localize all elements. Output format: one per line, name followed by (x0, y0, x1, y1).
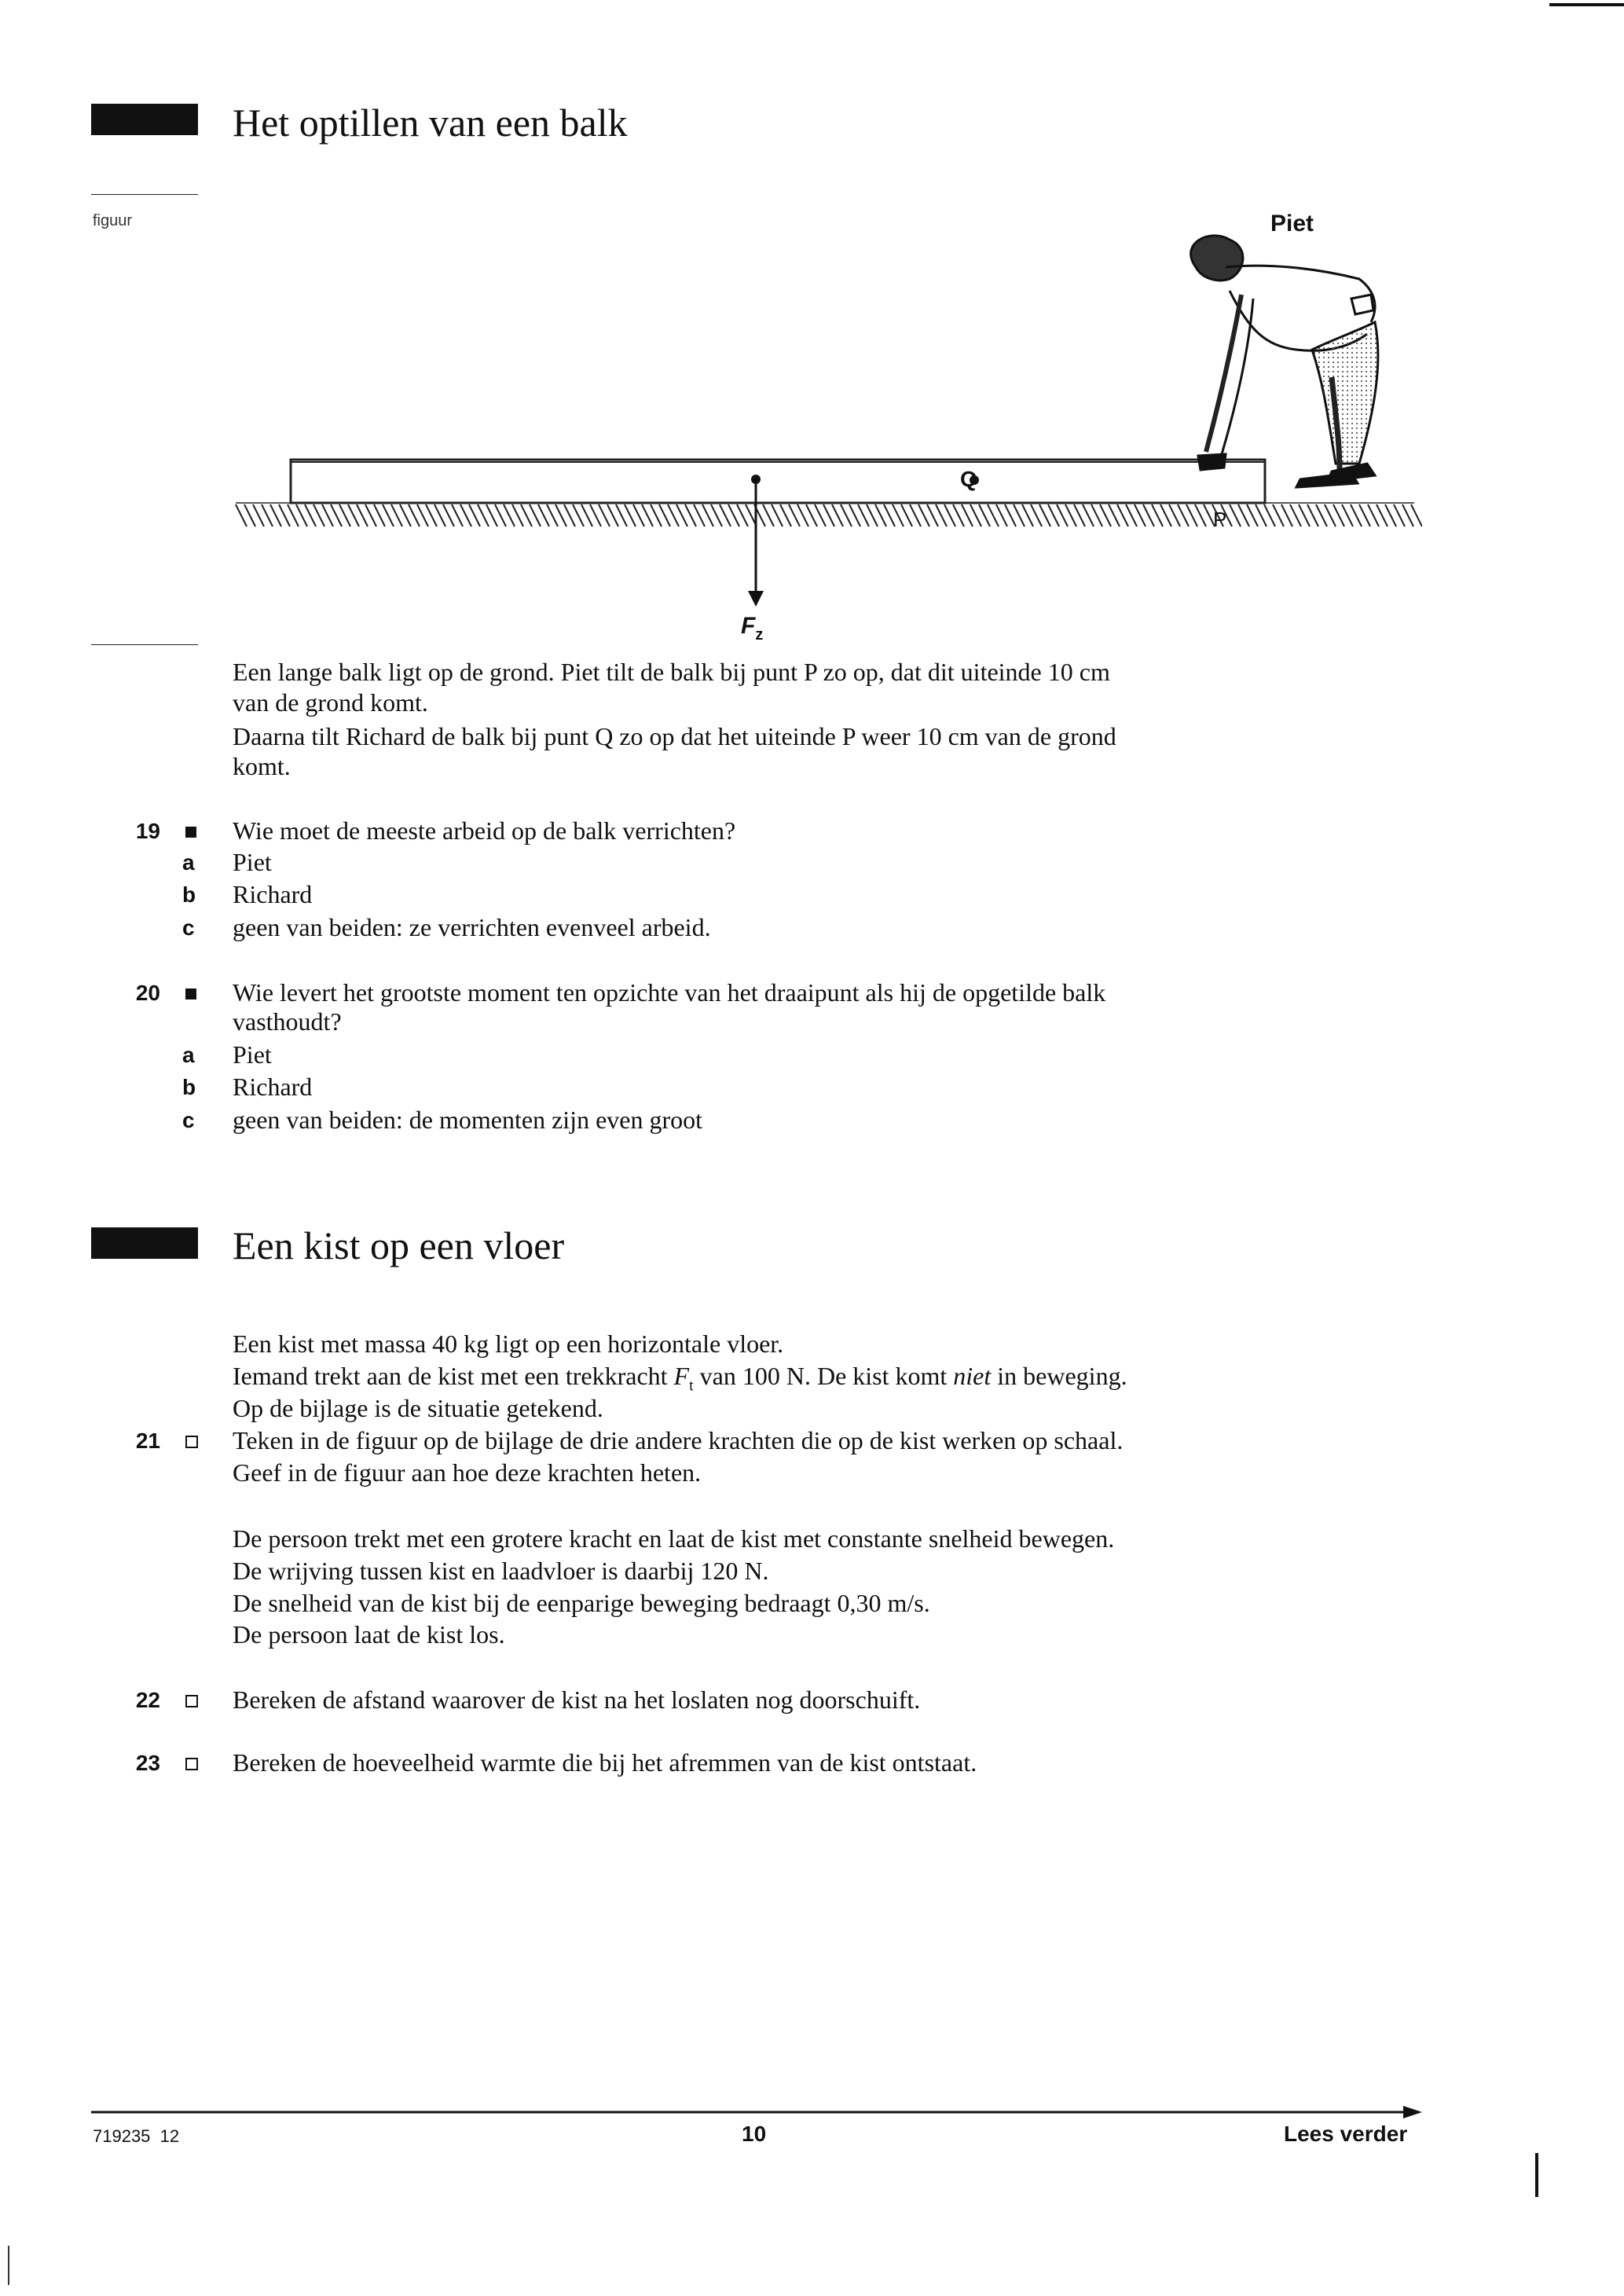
hatch-line (504, 504, 515, 526)
hatch-line (1281, 504, 1292, 526)
q20-option-a-letter: a (182, 1043, 195, 1067)
hatch-line (996, 504, 1007, 526)
hatch-line (953, 504, 964, 526)
hatch-line (555, 504, 566, 526)
hatch-line (797, 504, 808, 526)
footer-code: 719235 12 (93, 2126, 180, 2146)
section-title-balk: Het optillen van een balk (233, 101, 628, 145)
margin-mark-left (8, 2246, 9, 2285)
hatch-line (512, 504, 523, 526)
intro-line-4: komt. (233, 752, 291, 780)
corner-mark (1549, 3, 1624, 6)
label-force-fz (741, 613, 763, 644)
label-point-p: P (1213, 508, 1227, 531)
hatch-line (849, 504, 860, 526)
hatch-line (417, 504, 428, 526)
hatch-line (918, 504, 929, 526)
kist-intro-2b: van 100 N. De kist komt (693, 1362, 954, 1390)
kist-intro-2a: Iemand trekt aan de kist met een trekkracht (233, 1362, 674, 1390)
hatch-line (1385, 504, 1396, 526)
figure-label: figuur (93, 212, 133, 229)
hatch-line (530, 504, 541, 526)
hatch-line (322, 504, 333, 526)
hatch-line (1057, 504, 1068, 526)
kist-para2-line-2: De wrijving tussen kist en laadvloer is daarbij 120 N. (233, 1557, 769, 1585)
kist-intro-line-3: Op de bijlage is de situatie getekend. (233, 1394, 603, 1422)
hatch-line (875, 504, 886, 526)
hatch-line (1316, 504, 1327, 526)
question-22-checkbox (185, 1695, 198, 1707)
hatch-line (1022, 504, 1033, 526)
section-marker-bar (91, 104, 198, 135)
kist-para2-line-4: De persoon laat de kist los. (233, 1620, 505, 1649)
hatch-line (1377, 504, 1388, 526)
section-marker-bar-2 (91, 1227, 198, 1259)
person-piet (1191, 236, 1378, 487)
hatch-line (1247, 504, 1258, 526)
hatch-line (1074, 504, 1085, 526)
hatch-line (936, 504, 947, 526)
q19-option-a-text: Piet (233, 848, 272, 876)
label-piet: Piet (1270, 211, 1314, 237)
hatch-line (789, 504, 800, 526)
intro-line-1: Een lange balk ligt op de grond. Piet tilt de balk bij punt P zo op, dat dit uiteinde 10 cm (233, 658, 1110, 686)
question-23-checkbox (185, 1758, 198, 1770)
hatch-line (1014, 504, 1025, 526)
question-19-text: Wie moet de meeste arbeid op de balk verrichten? (233, 816, 736, 845)
question-19-marker (185, 827, 196, 838)
hatch-line (383, 504, 394, 526)
hatch-line (538, 504, 549, 526)
hatch-line (1195, 504, 1206, 526)
hatch-line (478, 504, 489, 526)
hatch-line (339, 504, 350, 526)
hatch-line (659, 504, 670, 526)
q19-option-b-letter: b (182, 882, 196, 907)
kist-para2-line-1: De persoon trekt met een grotere kracht en laat de kist met constante snelheid bewegen. (233, 1524, 1115, 1553)
hatch-line (815, 504, 826, 526)
hatch-line (409, 504, 420, 526)
hatch-line (1307, 504, 1318, 526)
hatch-line (391, 504, 402, 526)
hatch-line (763, 504, 774, 526)
hatch-line (495, 504, 506, 526)
hatch-line (1290, 504, 1301, 526)
beam-figure-svg (228, 204, 1422, 644)
hatch-line (1143, 504, 1154, 526)
hatch-line (1039, 504, 1050, 526)
hatch-line (1100, 504, 1111, 526)
hatch-line (460, 504, 471, 526)
hatch-line (720, 504, 731, 526)
intro-line-2: van de grond komt. (233, 688, 428, 717)
hatch-line (1048, 504, 1059, 526)
hatch-line (547, 504, 558, 526)
hatch-line (1411, 504, 1422, 526)
hatch-line (841, 504, 852, 526)
hatch-line (262, 504, 273, 526)
hatch-line (970, 504, 981, 526)
margin-mark-right (1535, 2153, 1538, 2197)
hatch-line (1160, 504, 1171, 526)
question-23-text: Bereken de hoeveelheid warmte die bij het afremmen van de kist ontstaat. (233, 1748, 977, 1777)
q20-option-b-text: Richard (233, 1073, 313, 1101)
question-22-number: 22 (135, 1688, 160, 1712)
question-20-text-line-2: vasthoudt? (233, 1007, 342, 1036)
beam (291, 460, 1265, 503)
hatch-line (1152, 504, 1163, 526)
hatch-line (1325, 504, 1336, 526)
hatch-line (893, 504, 904, 526)
hatch-line (236, 504, 247, 526)
hatch-line (452, 504, 463, 526)
gravity-arrow-head (748, 591, 764, 607)
hatch-line (728, 504, 739, 526)
hatch-line (1394, 504, 1405, 526)
question-20-number: 20 (135, 981, 160, 1005)
force-subscript: z (755, 626, 764, 644)
pull-force-symbol: F (673, 1362, 690, 1390)
hatch-line (313, 504, 324, 526)
hatch-line (979, 504, 990, 526)
question-21-checkbox (185, 1436, 198, 1448)
q20-option-c-text: geen van beiden: de momenten zijn even groot (233, 1106, 703, 1134)
hatch-line (1117, 504, 1128, 526)
hatch-line (305, 504, 316, 526)
hatch-line (1186, 504, 1197, 526)
hatch-line (806, 504, 817, 526)
hatch-line (1005, 504, 1016, 526)
hatch-line (772, 504, 783, 526)
hatch-line (651, 504, 662, 526)
hatch-line (867, 504, 878, 526)
hatch-line (616, 504, 627, 526)
hatch-line (927, 504, 938, 526)
hatch-line (988, 504, 999, 526)
hatch-line (962, 504, 973, 526)
question-21-line-1: Teken in de figuur op de bijlage de drie andere krachten die op de kist werken op schaal. (233, 1426, 1124, 1454)
hatch-line (1109, 504, 1120, 526)
hatch-line (331, 504, 342, 526)
hatch-line (676, 504, 687, 526)
q19-option-b-text: Richard (233, 880, 313, 908)
hatch-line (1178, 504, 1189, 526)
hatch-line (1065, 504, 1076, 526)
footer-page-number: 10 (742, 2122, 767, 2146)
question-21-number: 21 (135, 1429, 160, 1453)
hatch-line (1091, 504, 1102, 526)
hatch-line (599, 504, 610, 526)
force-symbol: F (741, 613, 756, 639)
hatch-line (858, 504, 869, 526)
hatch-line (823, 504, 834, 526)
hatch-line (1333, 504, 1344, 526)
figure-label-rule-top (91, 194, 198, 195)
hatch-line (702, 504, 713, 526)
hatch-line (625, 504, 636, 526)
hatch-line (400, 504, 411, 526)
hatch-line (581, 504, 592, 526)
intro-line-3: Daarna tilt Richard de balk bij punt Q zo op dat het uiteinde P weer 10 cm van de grond (233, 722, 1116, 750)
hatch-line (426, 504, 437, 526)
hatch-line (1135, 504, 1146, 526)
hatch-line (685, 504, 696, 526)
hatch-line (1083, 504, 1094, 526)
hatch-line (780, 504, 791, 526)
q19-option-a-letter: a (182, 850, 195, 875)
kist-intro-niet: niet (953, 1362, 992, 1390)
hatch-line (573, 504, 584, 526)
pull-force-subscript: t (689, 1377, 694, 1395)
hatch-line (1368, 504, 1379, 526)
footer-arrow-svg (91, 2103, 1422, 2122)
hatch-line (469, 504, 480, 526)
hatch-line (1238, 504, 1249, 526)
hatch-line (1402, 504, 1413, 526)
q20-option-b-letter: b (182, 1075, 196, 1099)
hatch-line (694, 504, 705, 526)
hatch-line (270, 504, 281, 526)
hatch-line (901, 504, 912, 526)
kist-intro-2c: in beweging. (991, 1362, 1127, 1390)
hatch-line (374, 504, 385, 526)
hatch-line (642, 504, 653, 526)
hatch-line (711, 504, 722, 526)
hatch-line (1342, 504, 1353, 526)
footer-continue-label: Lees verder (1284, 2122, 1408, 2146)
label-point-q: Q (960, 467, 977, 491)
hatch-line (244, 504, 255, 526)
section-title-kist: Een kist op een vloer (233, 1223, 565, 1267)
hatch-line (884, 504, 895, 526)
hatch-line (1031, 504, 1042, 526)
hatch-line (1264, 504, 1275, 526)
hatch-line (910, 504, 921, 526)
q20-option-a-text: Piet (233, 1040, 272, 1069)
hatch-line (564, 504, 575, 526)
hatch-line (486, 504, 497, 526)
hatch-line (1351, 504, 1362, 526)
hatch-line (1273, 504, 1284, 526)
hatch-line (668, 504, 679, 526)
hatch-line (296, 504, 307, 526)
hatch-line (365, 504, 376, 526)
question-23-number: 23 (135, 1751, 160, 1775)
hatch-line (434, 504, 445, 526)
hatch-line (633, 504, 644, 526)
hatch-line (590, 504, 601, 526)
hatch-line (443, 504, 454, 526)
hatch-line (521, 504, 532, 526)
hatch-line (279, 504, 290, 526)
question-20-marker (185, 988, 196, 999)
hatch-line (1126, 504, 1137, 526)
question-20-text-line-1: Wie levert het grootste moment ten opzichte van het draaipunt als hij de opgetilde balk (233, 978, 1106, 1007)
hatch-line (357, 504, 368, 526)
hatch-line (288, 504, 299, 526)
hatch-line (1359, 504, 1370, 526)
question-22-text: Bereken de afstand waarover de kist na het loslaten nog doorschuift. (233, 1685, 921, 1714)
hatch-line (1299, 504, 1310, 526)
kist-intro-line-1: Een kist met massa 40 kg ligt op een horizontale vloer. (233, 1330, 784, 1358)
q19-option-c-letter: c (182, 915, 195, 940)
hatch-line (607, 504, 618, 526)
hatch-line (348, 504, 359, 526)
hatch-line (253, 504, 264, 526)
hatch-line (832, 504, 843, 526)
question-21-line-2: Geef in de figuur aan hoe deze krachten heten. (233, 1458, 702, 1487)
beam-figure (228, 204, 1422, 644)
hatch-line (737, 504, 748, 526)
hatch-line (944, 504, 955, 526)
footer-arrow (91, 2103, 1422, 2122)
kist-para2-line-3: De snelheid van de kist bij de eenparige beweging bedraagt 0,30 m/s. (233, 1589, 930, 1617)
figure-label-rule-bottom (91, 644, 198, 645)
hatch-line (1230, 504, 1241, 526)
q20-option-c-letter: c (182, 1108, 195, 1132)
question-19-number: 19 (135, 819, 160, 843)
hatch-line (1256, 504, 1267, 526)
hatch-line (1169, 504, 1180, 526)
q19-option-c-text: geen van beiden: ze verrichten evenveel arbeid. (233, 913, 711, 941)
